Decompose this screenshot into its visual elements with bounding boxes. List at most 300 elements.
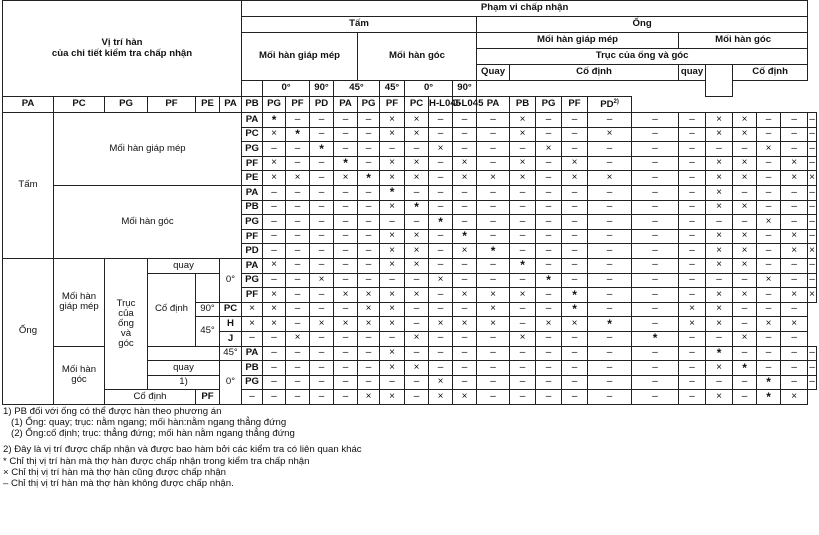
acceptance-mark: × — [733, 229, 757, 244]
row-position-code: PC — [242, 127, 263, 142]
acceptance-mark: – — [286, 302, 310, 317]
acceptance-mark: – — [286, 156, 310, 171]
acceptance-mark: – — [453, 215, 477, 230]
acceptance-mark: – — [781, 200, 808, 215]
acceptance-mark: × — [263, 171, 286, 186]
col-code-7 — [263, 97, 286, 113]
acceptance-mark: × — [453, 244, 477, 259]
pipe-fillet-rotate-header: quay — [679, 65, 706, 81]
acceptance-mark: – — [562, 390, 588, 405]
col-code-label: PF — [568, 98, 581, 110]
acceptance-mark: – — [510, 375, 536, 390]
acceptance-mark: – — [808, 258, 817, 273]
acceptance-mark: – — [679, 215, 706, 230]
acceptance-mark: – — [405, 302, 429, 317]
acceptance-mark: – — [334, 142, 358, 157]
col-code-0 — [3, 97, 54, 113]
acceptance-mark: – — [588, 346, 632, 361]
acceptance-mark: × — [358, 317, 380, 332]
acceptance-mark: – — [429, 361, 453, 376]
acceptance-mark: – — [781, 331, 808, 346]
acceptance-mark: – — [310, 346, 334, 361]
acceptance-mark: – — [310, 185, 334, 200]
acceptance-mark: × — [562, 171, 588, 186]
pipe-fillet-header: Mối hàn góc — [679, 33, 808, 49]
col-code-13 — [405, 97, 429, 113]
acceptance-mark: – — [453, 302, 477, 317]
fillet-rotate-label: quay — [148, 361, 220, 376]
row-position-code: PB — [242, 200, 263, 215]
acceptance-mark: – — [405, 185, 429, 200]
acceptance-mark: * — [453, 229, 477, 244]
acceptance-mark: – — [781, 375, 808, 390]
acceptance-mark: × — [453, 171, 477, 186]
acceptance-mark: – — [429, 185, 453, 200]
acceptance-mark: – — [263, 200, 286, 215]
acceptance-mark: × — [405, 258, 429, 273]
acceptance-mark: – — [429, 288, 453, 303]
acceptance-mark: – — [310, 258, 334, 273]
col-code-label: PB — [515, 98, 530, 110]
acceptance-mark: – — [286, 273, 310, 288]
acceptance-mark: – — [536, 200, 562, 215]
acceptance-mark: – — [380, 142, 405, 157]
acceptance-mark: – — [679, 361, 706, 376]
acceptance-mark: × — [706, 171, 733, 186]
acceptance-mark: – — [757, 185, 781, 200]
acceptance-mark: – — [679, 142, 706, 157]
acceptance-mark: × — [358, 390, 380, 405]
acceptance-mark: – — [477, 215, 510, 230]
row-position-code: PF — [242, 229, 263, 244]
acceptance-mark: – — [263, 361, 286, 376]
acceptance-mark: – — [510, 185, 536, 200]
col-code-1 — [54, 97, 105, 113]
acceptance-mark: × — [781, 317, 808, 332]
blank-cell — [196, 273, 220, 302]
acceptance-mark: – — [286, 113, 310, 128]
acceptance-mark: – — [477, 156, 510, 171]
acceptance-mark: * — [477, 244, 510, 259]
fillet-angle-45-header: 45° — [380, 81, 405, 97]
acceptance-mark: – — [632, 346, 679, 361]
row-position-code: PF — [242, 156, 263, 171]
pipe-fillet-fixed-header: Cố định — [733, 65, 808, 81]
acceptance-mark: * — [562, 302, 588, 317]
acceptance-mark: – — [334, 113, 358, 128]
acceptance-mark: × — [380, 317, 405, 332]
acceptance-mark: × — [263, 156, 286, 171]
col-code-20 — [588, 97, 632, 113]
acceptance-mark: – — [358, 185, 380, 200]
note-2: 2) Đây là vị trí được chấp nhận và được bao hàm bởi các kiểm tra có liên quan khác — [3, 444, 362, 456]
acceptance-mark: – — [632, 302, 679, 317]
acceptance-mark: – — [334, 331, 358, 346]
acceptance-mark: – — [358, 273, 380, 288]
acceptance-mark: – — [562, 346, 588, 361]
acceptance-mark: – — [380, 375, 405, 390]
acceptance-mark: × — [562, 156, 588, 171]
acceptance-mark: × — [242, 317, 263, 332]
acceptance-mark: × — [733, 288, 757, 303]
acceptance-mark: × — [380, 346, 405, 361]
acceptance-mark: × — [405, 288, 429, 303]
col-code-4 — [196, 97, 220, 113]
acceptance-mark: – — [679, 273, 706, 288]
acceptance-mark: – — [808, 229, 817, 244]
acceptance-mark: – — [632, 113, 679, 128]
row-position-code: H — [220, 317, 242, 332]
acceptance-mark: × — [405, 331, 429, 346]
acceptance-mark: – — [405, 317, 429, 332]
acceptance-mark: – — [334, 244, 358, 259]
acceptance-mark: – — [477, 229, 510, 244]
acceptance-mark: – — [453, 375, 477, 390]
acceptance-mark: – — [588, 331, 632, 346]
acceptance-mark: × — [733, 200, 757, 215]
acceptance-mark: – — [632, 390, 679, 405]
acceptance-mark: – — [632, 258, 679, 273]
acceptance-mark: – — [733, 185, 757, 200]
acceptance-mark: – — [679, 390, 706, 405]
acceptance-mark: – — [588, 142, 632, 157]
acceptance-mark: × — [706, 127, 733, 142]
pipe-axis-row-group — [105, 258, 148, 389]
acceptance-mark: × — [429, 375, 453, 390]
acceptance-mark: – — [429, 258, 453, 273]
acceptance-mark: × — [706, 229, 733, 244]
acceptance-mark: – — [733, 302, 757, 317]
acceptance-mark: – — [286, 288, 310, 303]
acceptance-mark: × — [733, 156, 757, 171]
acceptance-mark: – — [562, 229, 588, 244]
acceptance-mark: – — [286, 185, 310, 200]
row-position-code: J — [220, 331, 242, 346]
acceptance-mark: × — [380, 288, 405, 303]
acceptance-mark: × — [453, 390, 477, 405]
acceptance-mark: – — [334, 127, 358, 142]
acceptance-mark: – — [536, 390, 562, 405]
corner-line-2: của chi tiết kiểm tra chấp nhận — [51, 47, 193, 59]
acceptance-mark: – — [706, 142, 733, 157]
acceptance-mark: × — [380, 171, 405, 186]
acceptance-mark: × — [334, 317, 358, 332]
acceptance-mark: * — [405, 200, 429, 215]
plate-row-group: Tấm — [3, 113, 54, 259]
acceptance-mark: * — [380, 185, 405, 200]
acceptance-mark: – — [405, 346, 429, 361]
pipe-butt-row-group-line: giáp mép — [59, 301, 99, 313]
acceptance-mark: – — [706, 215, 733, 230]
acceptance-mark: – — [632, 215, 679, 230]
acceptance-mark: × — [706, 156, 733, 171]
acceptance-mark: – — [588, 375, 632, 390]
row-position-code: PG — [242, 375, 263, 390]
acceptance-mark: – — [679, 331, 706, 346]
acceptance-mark: × — [263, 317, 286, 332]
position-code-header-row — [3, 97, 817, 113]
acceptance-mark: – — [733, 317, 757, 332]
acceptance-mark: – — [310, 361, 334, 376]
row-position-code: PB — [242, 361, 263, 376]
acceptance-mark: – — [562, 200, 588, 215]
acceptance-mark: × — [733, 331, 757, 346]
acceptance-mark: – — [632, 288, 679, 303]
acceptance-mark: * — [536, 273, 562, 288]
acceptance-mark: × — [733, 113, 757, 128]
acceptance-mark: – — [310, 375, 334, 390]
acceptance-mark: – — [562, 258, 588, 273]
col-code-5 — [220, 97, 242, 113]
acceptance-mark: × — [286, 171, 310, 186]
acceptance-mark: × — [808, 244, 817, 259]
acceptance-mark: – — [453, 346, 477, 361]
acceptance-mark: – — [286, 215, 310, 230]
legend-cross-text: Chỉ thị vị trí hàn mà thợ hàn cũng được chấp nhận — [11, 466, 227, 478]
acceptance-mark: – — [358, 200, 380, 215]
acceptance-mark: × — [405, 171, 429, 186]
table-row — [3, 185, 817, 200]
col-code-18 — [536, 97, 562, 113]
col-code-label: PD — [314, 98, 329, 110]
col-code-11 — [358, 97, 380, 113]
acceptance-mark: – — [310, 200, 334, 215]
acceptance-mark: × — [536, 317, 562, 332]
acceptance-mark: – — [286, 346, 310, 361]
acceptance-mark: – — [733, 273, 757, 288]
pd-footnote-ref: 2) — [613, 98, 619, 105]
acceptance-mark: × — [263, 258, 286, 273]
acceptance-mark: – — [757, 229, 781, 244]
acceptance-mark: × — [380, 156, 405, 171]
acceptance-mark: – — [334, 215, 358, 230]
acceptance-mark: – — [733, 142, 757, 157]
acceptance-mark: – — [757, 331, 781, 346]
acceptance-mark: – — [536, 375, 562, 390]
col-code-label: PA — [224, 98, 237, 110]
acceptance-mark: – — [536, 288, 562, 303]
col-code-label: PF — [165, 98, 178, 110]
legend-star-symbol: * — [3, 455, 7, 467]
acceptance-mark: – — [562, 113, 588, 128]
acceptance-mark: – — [536, 244, 562, 259]
pipe-header: Ống — [477, 17, 808, 33]
acceptance-mark: × — [733, 258, 757, 273]
acceptance-mark: – — [334, 273, 358, 288]
acceptance-mark: – — [757, 127, 781, 142]
acceptance-mark: – — [453, 273, 477, 288]
acceptance-mark: × — [808, 171, 817, 186]
acceptance-mark: – — [310, 171, 334, 186]
plate-fillet-row-group: Mối hàn góc — [54, 185, 242, 258]
acceptance-mark: – — [358, 244, 380, 259]
pipe-axis-row-group-line: của — [118, 308, 134, 320]
acceptance-mark: – — [588, 390, 632, 405]
acceptance-mark: – — [588, 273, 632, 288]
row-position-code: PC — [220, 302, 242, 317]
row-position-code: PG — [242, 142, 263, 157]
acceptance-mark: – — [358, 229, 380, 244]
acceptance-mark: × — [405, 156, 429, 171]
col-code-label: PE — [201, 98, 214, 110]
acceptance-mark: × — [380, 244, 405, 259]
acceptance-mark: × — [781, 156, 808, 171]
acceptance-mark: – — [536, 171, 562, 186]
acceptance-mark: – — [263, 390, 286, 405]
acceptance-mark: × — [477, 317, 510, 332]
acceptance-mark: × — [510, 113, 536, 128]
row-position-code: PA — [242, 113, 263, 128]
notes — [2, 406, 817, 489]
fillet-angle-0-header: 0° — [405, 81, 453, 97]
acceptance-mark: – — [453, 127, 477, 142]
acceptance-mark: × — [429, 273, 453, 288]
acceptance-mark: – — [429, 331, 453, 346]
acceptance-mark: – — [263, 215, 286, 230]
note-1: 1) PB đối với ống có thể được hàn theo phương án — [3, 405, 222, 417]
acceptance-mark: – — [588, 361, 632, 376]
acceptance-mark: × — [477, 171, 510, 186]
acceptance-mark: – — [562, 215, 588, 230]
acceptance-mark: – — [477, 361, 510, 376]
acceptance-mark: – — [286, 229, 310, 244]
acceptance-mark: – — [510, 215, 536, 230]
acceptance-mark: – — [477, 390, 510, 405]
acceptance-mark: × — [453, 317, 477, 332]
acceptance-mark: – — [808, 361, 817, 376]
acceptance-mark: – — [536, 331, 562, 346]
acceptance-mark: – — [358, 127, 380, 142]
legend-cross-symbol: × — [3, 466, 9, 478]
acceptance-mark: × — [477, 288, 510, 303]
acceptance-mark: – — [733, 346, 757, 361]
acceptance-mark: – — [405, 215, 429, 230]
acceptance-mark: × — [510, 171, 536, 186]
acceptance-mark: × — [757, 273, 781, 288]
acceptance-mark: – — [380, 331, 405, 346]
col-code-label: PG — [541, 98, 556, 110]
acceptance-mark: – — [562, 127, 588, 142]
acceptance-mark: – — [380, 215, 405, 230]
acceptance-mark: × — [706, 113, 733, 128]
acceptance-mark: * — [510, 258, 536, 273]
butt-angle-45-header: 45° — [334, 81, 380, 97]
acceptance-mark: – — [679, 244, 706, 259]
acceptance-mark: – — [429, 200, 453, 215]
acceptance-mark: – — [429, 302, 453, 317]
acceptance-mark: – — [310, 288, 334, 303]
acceptance-mark: × — [706, 302, 733, 317]
acceptance-mark: × — [380, 200, 405, 215]
acceptance-mark: – — [808, 142, 817, 157]
acceptance-mark: – — [781, 113, 808, 128]
acceptance-mark: – — [536, 258, 562, 273]
acceptance-mark: × — [733, 171, 757, 186]
acceptance-mark: – — [632, 244, 679, 259]
acceptance-mark: * — [562, 288, 588, 303]
acceptance-mark: × — [679, 302, 706, 317]
acceptance-mark: – — [781, 185, 808, 200]
acceptance-mark: × — [706, 317, 733, 332]
acceptance-mark: × — [380, 258, 405, 273]
acceptance-mark: – — [310, 215, 334, 230]
blank-header-cell — [242, 81, 263, 97]
acceptance-mark: * — [588, 317, 632, 332]
legend-dash-symbol: – — [3, 478, 9, 489]
acceptance-mark: – — [536, 113, 562, 128]
fillet-angle-90-header: 90° — [453, 81, 477, 97]
acceptance-mark: – — [477, 258, 510, 273]
acceptance-mark: × — [781, 288, 808, 303]
acceptance-mark: – — [632, 142, 679, 157]
row-position-code: PF — [242, 288, 263, 303]
acceptance-mark: – — [733, 375, 757, 390]
acceptance-mark: – — [781, 273, 808, 288]
acceptance-mark: – — [588, 185, 632, 200]
acceptance-mark: – — [679, 229, 706, 244]
acceptance-mark: – — [808, 156, 817, 171]
acceptance-mark: – — [536, 361, 562, 376]
row-position-code: PG — [242, 273, 263, 288]
acceptance-mark: – — [510, 229, 536, 244]
angle-90-label: 90° — [196, 302, 220, 317]
acceptance-mark: × — [263, 288, 286, 303]
acceptance-mark: × — [310, 273, 334, 288]
acceptance-mark: – — [679, 113, 706, 128]
acceptance-mark: – — [263, 331, 286, 346]
fillet-angle-45-label: 45° — [220, 346, 242, 361]
acceptance-mark: – — [679, 346, 706, 361]
acceptance-mark: – — [453, 331, 477, 346]
acceptance-mark: × — [510, 331, 536, 346]
col-code-label: PF — [291, 98, 304, 110]
table-row — [3, 258, 817, 273]
col-code-10 — [334, 97, 358, 113]
acceptance-mark: – — [510, 273, 536, 288]
acceptance-mark: – — [808, 215, 817, 230]
acceptance-mark: × — [405, 361, 429, 376]
acceptance-mark: – — [632, 156, 679, 171]
pipe-axis-row-group-line: góc — [118, 338, 134, 350]
welding-position-table — [2, 0, 817, 405]
col-code-label: PD — [600, 99, 614, 111]
corner-header — [3, 1, 242, 97]
acceptance-mark: – — [632, 361, 679, 376]
acceptance-mark: – — [679, 288, 706, 303]
legend-star — [3, 456, 817, 467]
acceptance-mark: – — [706, 331, 733, 346]
acceptance-mark: – — [358, 331, 380, 346]
welding-position-table-document — [2, 0, 817, 489]
legend-cross — [3, 467, 817, 478]
acceptance-mark: – — [286, 317, 310, 332]
acceptance-mark: – — [588, 258, 632, 273]
acceptance-mark: – — [632, 375, 679, 390]
acceptance-mark: × — [405, 113, 429, 128]
acceptance-mark: – — [632, 200, 679, 215]
acceptance-mark: – — [263, 273, 286, 288]
acceptance-mark: – — [632, 273, 679, 288]
acceptance-mark: × — [358, 302, 380, 317]
acceptance-mark: × — [380, 390, 405, 405]
acceptance-mark: × — [536, 142, 562, 157]
acceptance-mark: × — [405, 229, 429, 244]
col-code-8 — [286, 97, 310, 113]
acceptance-mark: – — [632, 317, 679, 332]
acceptance-mark: – — [477, 185, 510, 200]
acceptance-mark: – — [453, 361, 477, 376]
acceptance-mark: × — [781, 244, 808, 259]
